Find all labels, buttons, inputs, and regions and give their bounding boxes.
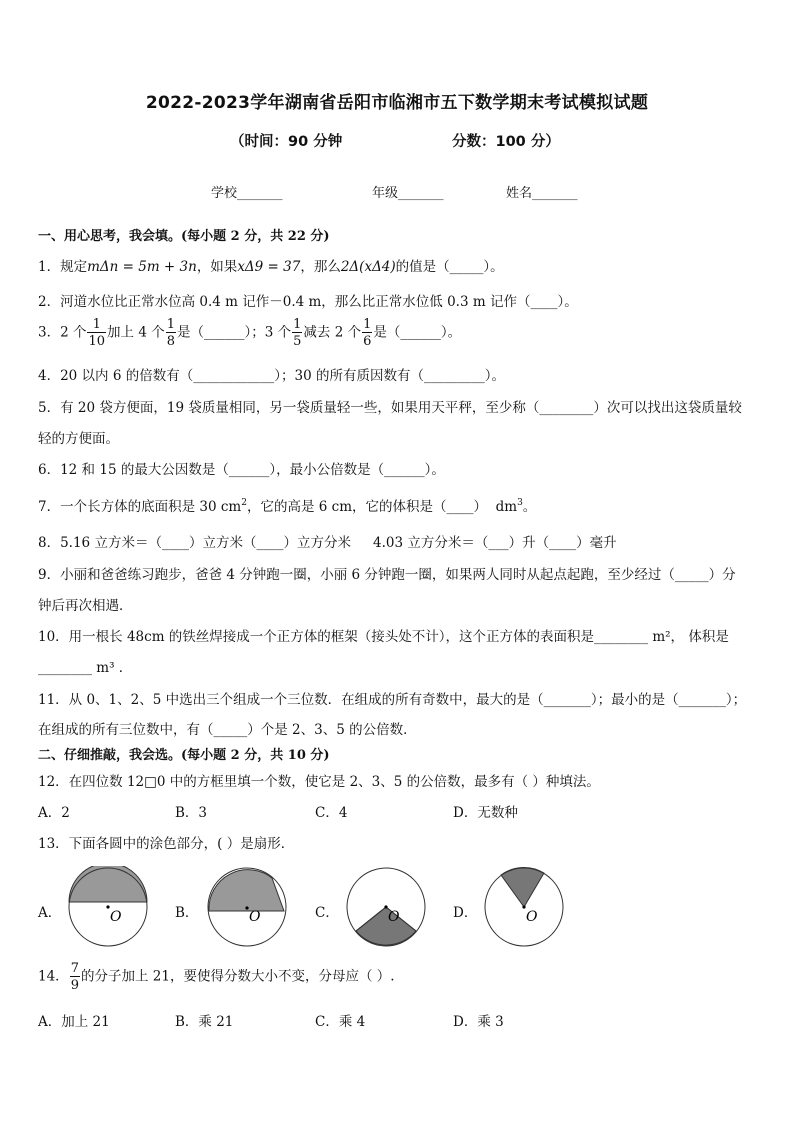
circle-figure-c [345,866,427,948]
grade-field: 年级_______ [372,186,444,201]
q12-option-c[interactable]: C．4 [315,805,348,821]
circle-center-label-b: O [249,909,261,925]
unit-dm: dm [495,499,518,515]
superscript-2: 2 [241,498,247,508]
q3-text-c: 是（______）；3 个 [176,324,292,341]
unit-cm: cm [220,499,242,515]
fraction-1-8: $\frac{1}{8}$ [166,317,175,349]
fraction-1-5: $\frac{1}{5}$ [293,317,302,349]
q14-text: 的分子加上 21，要使得分数大小不变，分母应（ ）. [80,968,395,985]
fraction-1-10: $\frac{1}{10}$ [88,317,106,349]
exam-time: （时间：90 分钟 [230,134,343,150]
question-11-line-1: 11．从 0、1、2、5 中选出三个组成一个三位数．在组成的所有奇数中，最大的是（_______）；最小的是（_______）； [38,692,747,708]
section-2-heading: 二、仔细推敲，我会选。(每小题 2 分，共 10 分) [38,748,330,763]
circle-center-label-a: O [110,909,122,925]
question-7 [38,495,536,515]
name-field: 姓名_______ [506,186,578,201]
page-title: 2022-2023学年湖南省岳阳市临湘市五下数学期末考试模拟试题 [145,93,649,113]
q1-definition: mΔn = 5m + 3n [87,259,197,275]
q3-text-d: 减去 2 个 [303,324,362,341]
q14-option-a[interactable]: A．加上 21 [38,1014,110,1030]
q12-option-b[interactable]: B．3 [175,805,208,821]
q3-text-b: 加上 4 个 [107,324,165,341]
question-5-line-2: 轻的方便面。 [38,431,119,447]
q14-option-b[interactable]: B．乘 21 [175,1014,234,1030]
circle-center-label-d: O [526,909,538,925]
q12-option-a[interactable]: A．2 [38,805,70,821]
q13-option-b[interactable]: B． [175,905,199,921]
question-5-line-1: 5．有 20 袋方便面，19 袋质量相同，另一袋质量轻一些，如果用天平秤，至少称（________）次可以找出这袋质量较 [38,400,742,416]
q13-option-a[interactable]: A． [38,905,62,921]
fraction-1-6: $\frac{1}{6}$ [363,317,372,349]
section-1-heading: 一、用心思考，我会填。(每小题 2 分，共 22 分) [38,229,330,244]
question-4: 4．20 以内 6 的倍数有（____________）；30 的所有质因数有（_________）。 [38,368,505,384]
q3-text-a: 3．2 个 [38,324,87,341]
q7-text-c: 。 [522,499,537,515]
q14-option-d[interactable]: D．乘 3 [453,1014,504,1030]
question-13: 13．下面各圆中的涂色部分，( ）是扇形． [38,836,295,852]
q14-number: 14． [38,968,69,985]
question-8-part-a: 8．5.16 立方米＝（____）立方米（____）立方分米 [38,535,351,551]
q1-expression: 2Δ(xΔ4) [340,259,396,275]
question-11-line-2: 在组成的所有三位数中，有（_____）个是 2、3、5 的公倍数． [38,722,417,738]
school-field: 学校_______ [211,186,283,201]
q13-option-d[interactable]: D． [453,905,478,921]
question-8-part-b: 4.03 立方分米＝（___）升（____）毫升 [373,535,617,551]
question-9-line-1: 9．小丽和爸爸练习跑步，爸爸 4 分钟跑一圈，小丽 6 分钟跑一圈，如果两人同时从起点起跑，至少经过（_____）分 [38,567,736,583]
question-3 [38,318,461,348]
circle-figure-d [483,866,565,948]
question-14 [38,962,395,992]
q7-text-b: ，它的高是 6 cm，它的体积是（____） [246,499,488,515]
question-10-line-2: ________ m³ ． [38,660,133,676]
q7-text-a: 7．一个长方体的底面积是 30 [38,499,217,515]
q1-text-c: ，那么 [300,259,341,275]
question-12: 12．在四位数 12□0 中的方框里填一个数，使它是 2、3、5 的公倍数，最多有（ ）种填法。 [38,774,600,790]
q1-text-a: 1．规定 [38,259,88,275]
q1-text-d: 的值是（_____）。 [395,259,504,275]
question-10-line-1: 10．用一根长 48cm 的铁丝焊接成一个正方体的框架（接头处不计），这个正方体的表面积是________ m²， 体积是 [38,629,729,645]
q14-option-c[interactable]: C．乘 4 [315,1014,366,1030]
circle-figure-b [206,866,288,948]
question-2: 2．河道水位比正常水位高 0.4 m 记作－0.4 m，那么比正常水位低 0.3 m 记作（____）。 [38,294,578,310]
circle-figure-a [67,866,149,948]
question-9-line-2: 钟后再次相遇． [38,598,133,614]
q3-text-e: 是（______）。 [373,324,462,341]
q12-option-d[interactable]: D．无数种 [453,805,518,821]
q13-option-c[interactable]: C． [315,905,339,921]
question-6: 6．12 和 15 的最大公因数是（______），最小公倍数是（______）。 [38,462,445,478]
circle-center-label-c: O [388,909,400,925]
exam-score: 分数：100 分） [452,134,560,150]
question-1 [38,255,504,275]
fraction-7-9: $\frac{7}{9}$ [70,961,79,993]
q1-condition: xΔ9 = 37 [237,259,301,275]
q1-text-b: ，如果 [196,259,238,275]
superscript-3: 3 [517,498,523,508]
